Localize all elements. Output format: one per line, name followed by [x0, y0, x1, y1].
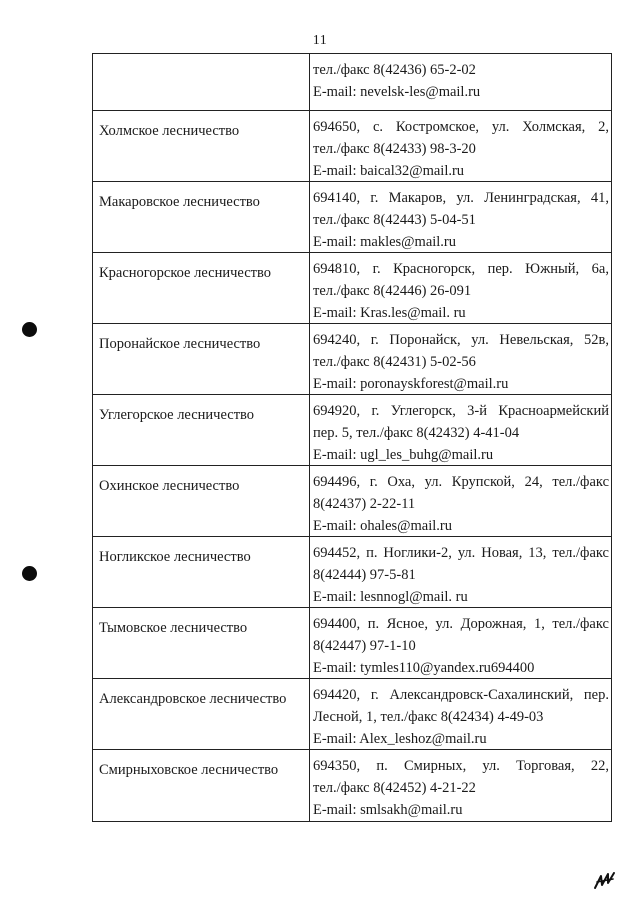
contact-line: 694140, г. Макаров, ул. Ленинградская, 41, — [313, 190, 609, 206]
contact-cell — [310, 466, 611, 536]
contact-line: 694810, г. Красногорск, пер. Южный, 6а, — [313, 261, 609, 277]
contact-cell — [310, 750, 611, 821]
punch-hole-mark — [22, 322, 37, 337]
contact-cell — [310, 182, 611, 252]
contact-line: тел./факс 8(42431) 5-02-56 — [313, 354, 476, 370]
contact-line: Лесной, 1, тел./факс 8(42434) 4-49-03 — [313, 709, 544, 725]
contact-line: 694240, г. Поронайск, ул. Невельская, 52в, — [313, 332, 609, 348]
forestry-name-cell: Смирныховское лесничество — [93, 750, 310, 821]
contact-cell — [310, 324, 611, 394]
contact-line: пер. 5, тел./факс 8(42432) 4-41-04 — [313, 425, 520, 441]
forestry-name-cell: Холмское лесничество — [93, 111, 310, 181]
contact-email: E-mail: Kras.les@mail. ru — [313, 305, 466, 321]
table-row — [92, 750, 612, 822]
contact-line: тел./факс 8(42443) 5-04-51 — [313, 212, 476, 228]
contact-line: 8(42447) 97-1-10 — [313, 638, 416, 654]
contact-line: тел./факс 8(42452) 4-21-22 — [313, 780, 476, 796]
forestry-name-cell: Красногорское лесничество — [93, 253, 310, 323]
contact-email: E-mail: makles@mail.ru — [313, 234, 457, 250]
contact-line: 694496, г. Оха, ул. Крупской, 24, тел./факс — [313, 474, 609, 490]
contact-line: 694420, г. Александровск-Сахалинский, пер. — [313, 687, 609, 703]
table-row — [92, 608, 612, 679]
contact-cell — [310, 395, 611, 465]
contact-line: тел./факс 8(42446) 26-091 — [313, 283, 472, 299]
contact-email: E-mail: nevelsk-les@mail.ru — [313, 84, 481, 100]
table-row — [92, 466, 612, 537]
handwritten-initials-mark — [593, 868, 617, 892]
forestry-name-cell: Макаровское лесничество — [93, 182, 310, 252]
contact-cell — [310, 54, 611, 110]
contact-email: E-mail: lesnnogl@mail. ru — [313, 589, 468, 605]
page-number: 11 — [312, 33, 328, 48]
table-row — [92, 679, 612, 750]
contact-cell — [310, 537, 611, 607]
forestry-name-cell: Тымовское лесничество — [93, 608, 310, 678]
contact-line: тел./факс 8(42436) 65-2-02 — [313, 62, 476, 78]
contact-email: E-mail: baical32@mail.ru — [313, 163, 465, 179]
punch-hole-mark — [22, 566, 37, 581]
contact-email: E-mail: smlsakh@mail.ru — [313, 802, 463, 818]
table-row — [92, 395, 612, 466]
contact-email: E-mail: ohales@mail.ru — [313, 518, 452, 534]
forestry-name-cell — [93, 54, 310, 110]
forestry-name-cell: Охинское лесничество — [93, 466, 310, 536]
contact-line: 694350, п. Смирных, ул. Торговая, 22, — [313, 758, 609, 774]
contact-line: 694452, п. Ноглики-2, ул. Новая, 13, тел./факс — [313, 545, 609, 561]
contact-line: 8(42444) 97-5-81 — [313, 567, 416, 583]
contact-cell — [310, 253, 611, 323]
contact-line: 694920, г. Углегорск, 3-й Красноармейский — [313, 403, 609, 419]
contact-cell — [310, 608, 611, 678]
table-row — [92, 182, 612, 253]
forestry-name-cell: Александровское лесничество — [93, 679, 310, 749]
table-row — [92, 324, 612, 395]
table-row — [92, 253, 612, 324]
forestry-name-cell: Углегорское лесничество — [93, 395, 310, 465]
contact-email: E-mail: tymles110@yandex.ru694400 — [313, 660, 535, 676]
forestry-contacts-table — [92, 53, 612, 822]
contact-line: 694400, п. Ясное, ул. Дорожная, 1, тел./факс — [313, 616, 609, 632]
table-row — [92, 537, 612, 608]
contact-email: E-mail: Alex_leshoz@mail.ru — [313, 731, 487, 747]
contact-cell — [310, 111, 611, 181]
contact-email: E-mail: poronayskforest@mail.ru — [313, 376, 509, 392]
contact-cell — [310, 679, 611, 749]
contact-line: 694650, с. Костромское, ул. Холмская, 2, — [313, 119, 609, 135]
forestry-name-cell: Поронайское лесничество — [93, 324, 310, 394]
contact-email: E-mail: ugl_les_buhg@mail.ru — [313, 447, 494, 463]
forestry-name-cell: Ногликское лесничество — [93, 537, 310, 607]
table-row — [92, 53, 612, 111]
contact-line: 8(42437) 2-22-11 — [313, 496, 416, 512]
table-row — [92, 111, 612, 182]
contact-line: тел./факс 8(42433) 98-3-20 — [313, 141, 476, 157]
